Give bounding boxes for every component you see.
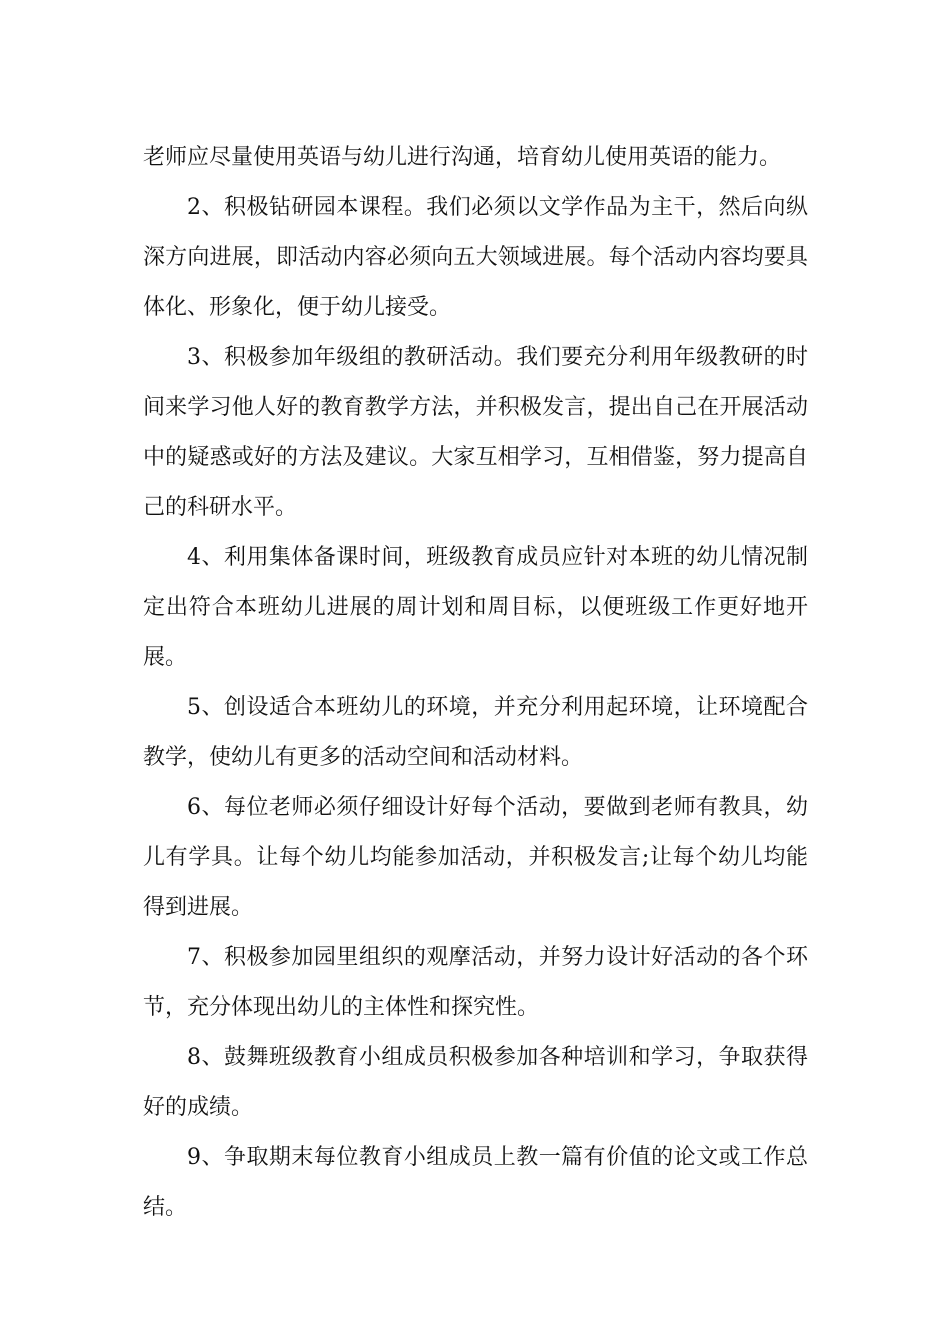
document-page — [143, 133, 808, 1233]
paragraph-item-9: 9、争取期末每位教育小组成员上教一篇有价值的论文或工作总结。 — [143, 1145, 808, 1220]
paragraph-item-2: 2、积极钻研园本课程。我们必须以文学作品为主干，然后向纵深方向进展，即活动内容必须向五大领域进展。每个活动内容均要具体化、形象化，便于幼儿接受。 — [143, 195, 808, 320]
paragraph-item-8: 8、鼓舞班级教育小组成员积极参加各种培训和学习，争取获得好的成绩。 — [143, 1045, 808, 1120]
paragraph-item-6: 6、每位老师必须仔细设计好每个活动，要做到老师有教具，幼儿有学具。让每个幼儿均能参加活动，并积极发言;让每个幼儿均能得到进展。 — [143, 795, 808, 920]
paragraph-item-7: 7、积极参加园里组织的观摩活动，并努力设计好活动的各个环节，充分体现出幼儿的主体性和探究性。 — [143, 945, 808, 1020]
paragraph-item-5: 5、创设适合本班幼儿的环境，并充分利用起环境，让环境配合教学，使幼儿有更多的活动空间和活动材料。 — [143, 695, 808, 770]
paragraph-item-3: 3、积极参加年级组的教研活动。我们要充分利用年级教研的时间来学习他人好的教育教学方法，并积极发言，提出自己在开展活动中的疑惑或好的方法及建议。大家互相学习，互相借鉴，努力提高自己的科研水平。 — [143, 345, 808, 520]
paragraph-continuation: 老师应尽量使用英语与幼儿进行沟通，培育幼儿使用英语的能力。 — [143, 145, 782, 170]
paragraph-item-4: 4、利用集体备课时间，班级教育成员应针对本班的幼儿情况制定出符合本班幼儿进展的周计划和周目标，以便班级工作更好地开展。 — [143, 545, 808, 670]
